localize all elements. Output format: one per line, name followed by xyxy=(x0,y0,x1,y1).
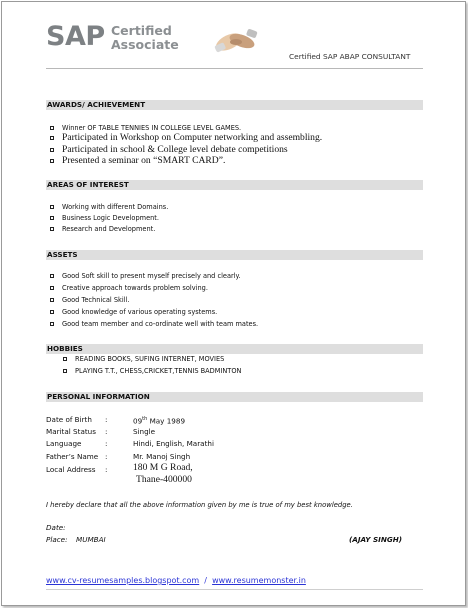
marital-value: Single xyxy=(133,427,156,436)
bullet-icon xyxy=(50,298,54,302)
bullet-icon xyxy=(50,148,54,152)
bullet-icon xyxy=(63,369,67,373)
marital-sep: : xyxy=(105,427,108,436)
language-sep: : xyxy=(105,439,108,448)
father-sep: : xyxy=(105,452,108,461)
bullet-icon xyxy=(50,286,54,290)
section-interest-heading: AREAS OF INTEREST xyxy=(46,180,423,190)
footer-divider xyxy=(46,589,423,590)
declaration-text: I hereby declare that all the above information given by me is true of my best knowledge. xyxy=(46,501,353,509)
resume-page: SAP Certified Associate Certified SAP ABAP CONSULTANT AWARDS/ ACHIEVEMENT Winner OF TABLE TENNIES IN COLLEGE LEVEL GAMES. Participated in Workshop on Computer networking and assembling. Participated in school & College level debate competitions Presented a seminar on “SMART CARD”. AREAS OF INTEREST Working with different Domains. Business Logic Development. Research and Development. ASSETS Good Soft skill to present myself precisely and clearly. Creative approach towards problem solving. Good Technical Skill. Good knowledge of various operating systems. Good team member and co-ordinate well with team mates. HOBBIES READING BOOKS, SUFING INTERNET, MOVIES PLAYING T.T., CHESS,CRICKET,TENNIS BADMINTON PERSONAL INFORMATION Date of Birth : 09th May 1989 Marital Status : Single Language : Hindi, English, Marathi Father’s Name : Mr. Manoj Singh Local Address : 180 M G Road, Thane-400000 I hereby declare that all the above information given by me is true of my best knowledge. Date: Place: MUMBAI (AJAY SINGH) www.cv-resumesamples.blogspot.com / www.resumemonster.in xyxy=(1,1,466,606)
handshake-icon xyxy=(213,26,259,56)
marital-label: Marital Status xyxy=(46,427,96,436)
logo-caption xyxy=(111,24,179,52)
bullet-icon xyxy=(50,310,54,314)
bullet-icon xyxy=(50,216,54,220)
address-label: Local Address xyxy=(46,465,96,474)
dob-value: 09th May 1989 xyxy=(133,416,186,426)
header-divider xyxy=(46,68,423,69)
bullet-icon xyxy=(50,227,54,231)
bullet-icon xyxy=(50,136,54,140)
father-label: Father’s Name xyxy=(46,452,99,461)
section-personal-heading: PERSONAL INFORMATION xyxy=(46,392,423,402)
bullet-icon xyxy=(50,205,54,209)
address-sep: : xyxy=(105,465,108,474)
dob-label: Date of Birth xyxy=(46,415,92,424)
bullet-icon xyxy=(50,322,54,326)
father-value: Mr. Manoj Singh xyxy=(133,452,191,461)
section-hobbies-heading: HOBBIES xyxy=(46,344,423,354)
job-title: Certified SAP ABAP CONSULTANT xyxy=(289,52,411,61)
section-awards-heading: AWARDS/ ACHIEVEMENT xyxy=(46,100,423,110)
place-value: MUMBAI xyxy=(76,535,106,544)
language-label: Language xyxy=(46,439,82,448)
footer-links: www.cv-resumesamples.blogspot.com / www.resumemonster.in xyxy=(46,576,306,585)
place-label: Place: xyxy=(46,535,68,544)
signature-name: (AJAY SINGH) xyxy=(349,535,403,544)
link-resumemonster[interactable]: www.resumemonster.in xyxy=(212,576,306,585)
bullet-icon xyxy=(50,274,54,278)
address-line2: Thane-400000 xyxy=(136,474,192,485)
logo-line1: Certified xyxy=(111,23,172,38)
language-value: Hindi, English, Marathi xyxy=(133,439,214,448)
logo-brand: SAP xyxy=(46,21,105,52)
logo-line2: Associate xyxy=(111,37,179,52)
dob-sep: : xyxy=(105,415,108,424)
date-label: Date: xyxy=(46,523,66,532)
section-assets-heading: ASSETS xyxy=(46,250,423,260)
bullet-icon xyxy=(63,357,67,361)
bullet-icon xyxy=(50,159,54,163)
address-line1: 180 M G Road, xyxy=(133,462,193,473)
bullet-icon xyxy=(50,126,54,130)
link-cv-resumesamples[interactable]: www.cv-resumesamples.blogspot.com xyxy=(46,576,200,585)
